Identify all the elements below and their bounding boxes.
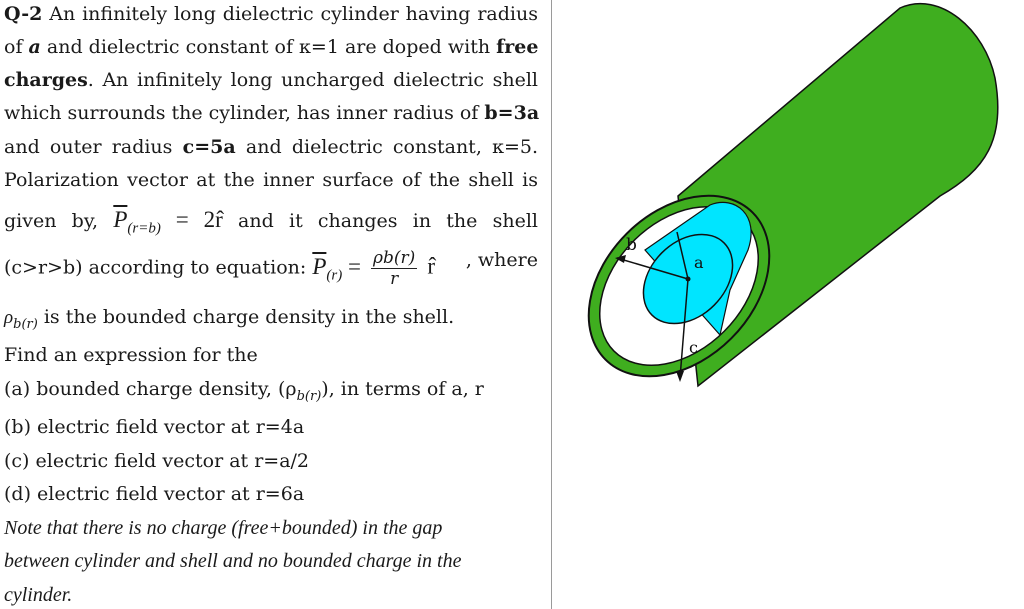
note-line-2: between cylinder and shell and no bounded charge in the — [4, 550, 462, 572]
line-3: charges. An infinitely long uncharged dielectric shell — [4, 69, 538, 91]
label-c: c — [689, 338, 698, 357]
radius-c-arrowhead — [676, 371, 684, 382]
line-6: Polarization vector at the inner surface of the shell is — [4, 169, 538, 191]
line-9: $\rho_{b(r)}$ is the bounded charge density in the shell. — [4, 306, 455, 332]
equation-p-rb: $\overline{P}_{(r=b)}$ = 2r̂ — [113, 207, 223, 237]
label-a: a — [694, 253, 704, 272]
line-4: which surrounds the cylinder, has inner radius of b=3a — [4, 102, 540, 124]
note-line-3: cylinder. — [4, 584, 73, 606]
line-5: and outer radius c=5a and dielectric constant, κ=5. — [4, 136, 538, 158]
equation-fraction: $\frac{\rho b(r)}{r}$ — [373, 248, 416, 289]
line-1: Q-2 An infinitely long dielectric cylinder having radius — [4, 3, 538, 25]
equation-p-r: $\overline{P}_{(r)}$ = — [312, 253, 361, 284]
line-10: Find an expression for the — [4, 344, 258, 366]
part-a: (a) bounded charge density, $(\rho_{b(r)})$, in terms of a, r — [4, 378, 484, 404]
part-d: (d) electric field vector at r=6a — [4, 483, 305, 505]
line-8: (c>r>b) according to equation: $\overline{P}_{(r)}$ = $\frac{\rho b(r)}{r}$ r̂ , where — [4, 248, 538, 289]
part-b: (b) electric field vector at r=4a — [4, 416, 305, 438]
part-c: (c) electric field vector at r=a/2 — [4, 450, 310, 472]
label-b: b — [626, 235, 637, 255]
line-2: of a and dielectric constant of κ=1 are doped with free — [4, 36, 539, 58]
line-7: given by, $\overline{P}_{(r=b)}$ = 2r̂ and it changes in the shell — [4, 207, 538, 237]
cylinder-figure — [570, 0, 1024, 400]
center-dot — [686, 277, 691, 282]
note-line-1: Note that there is no charge (free+bounded) in the gap — [4, 517, 443, 539]
question-number: Q-2 — [4, 3, 43, 25]
column-divider — [551, 0, 552, 609]
